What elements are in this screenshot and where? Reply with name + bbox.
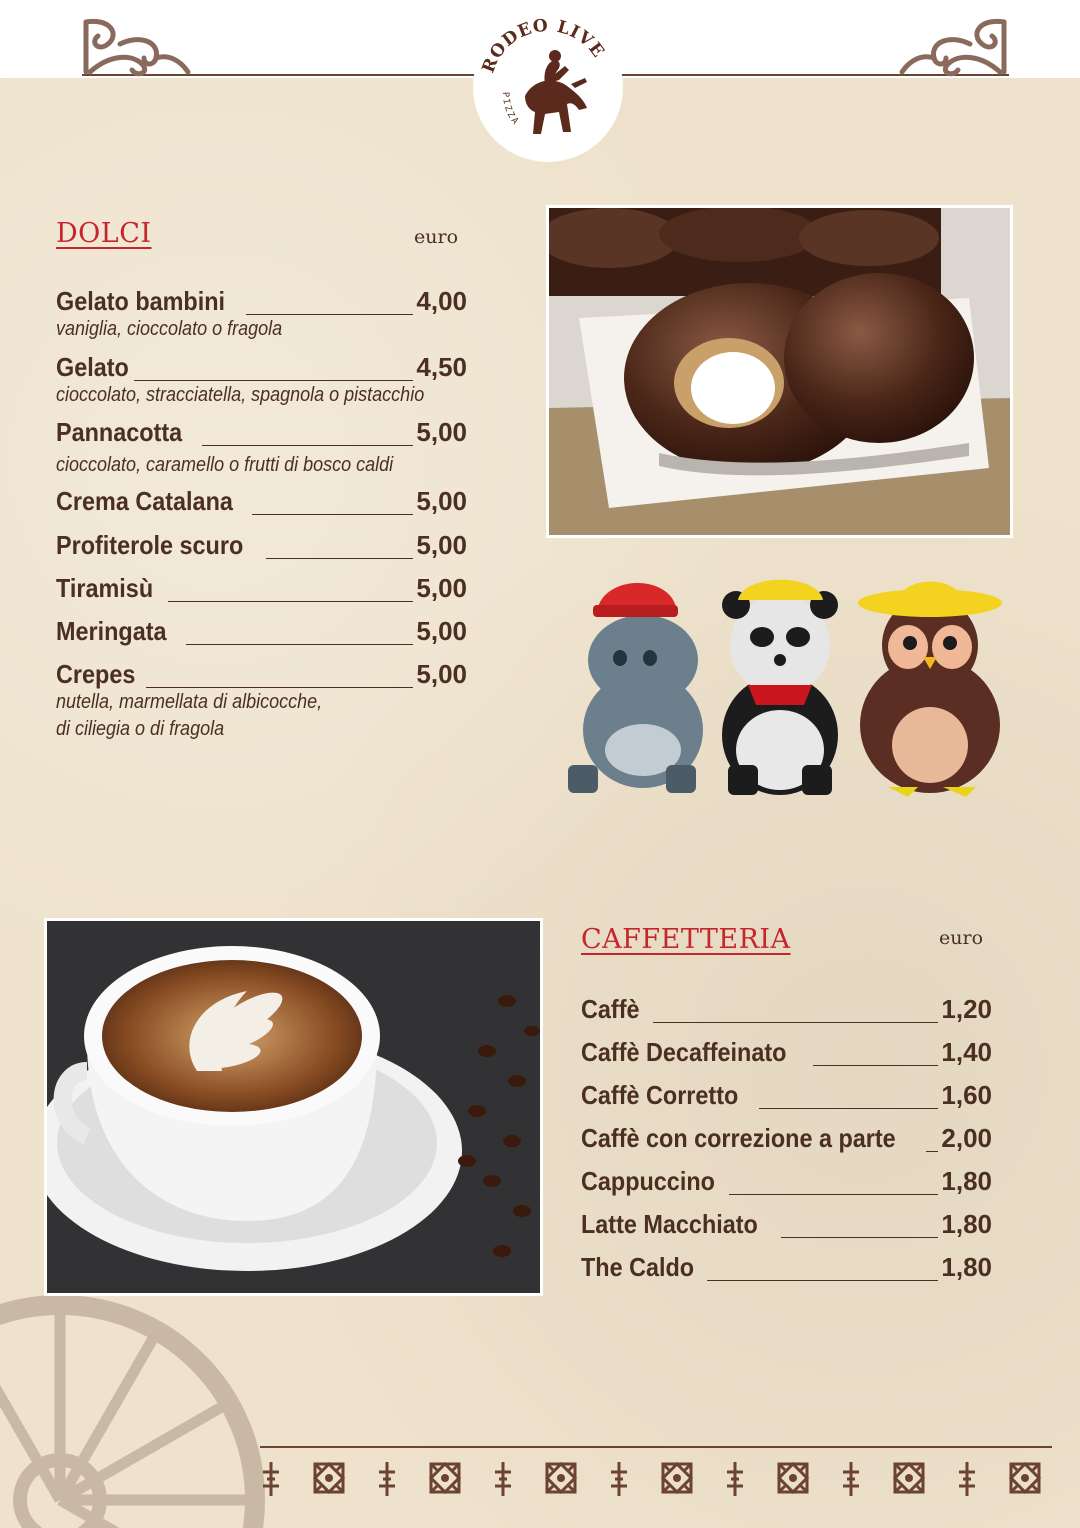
item-price: 5,00 [416, 616, 467, 646]
caffetteria-item [581, 1209, 992, 1241]
dolci-item [56, 616, 467, 648]
item-name: Cappuccino [581, 1166, 715, 1196]
leader-line [134, 380, 413, 381]
leader-line [707, 1280, 938, 1281]
dolci-item [56, 659, 467, 691]
dolci-item [56, 352, 467, 384]
dolci-currency-label: euro [414, 226, 459, 248]
caffetteria-item [581, 994, 992, 1026]
item-name: Caffè Decaffeinato [581, 1037, 787, 1067]
item-name: Tiramisù [56, 573, 154, 603]
bull-rider-icon [475, 14, 621, 160]
dolci-title: DOLCI [56, 218, 152, 249]
item-name: Crema Catalana [56, 486, 233, 516]
caffetteria-item [581, 1080, 992, 1112]
leader-line [759, 1108, 938, 1109]
item-price: 5,00 [416, 417, 467, 447]
dolci-item [56, 286, 467, 318]
caffetteria-item [581, 1037, 992, 1069]
leader-line [813, 1065, 938, 1066]
item-description: di ciliegia o di fragola [56, 718, 225, 740]
item-price: 1,40 [941, 1037, 992, 1067]
item-price: 5,00 [416, 530, 467, 560]
cappuccino-photo [44, 918, 543, 1296]
flourish-right-ornament [898, 14, 1010, 78]
leader-line [729, 1194, 938, 1195]
item-name: Gelato bambini [56, 286, 226, 316]
dolci-item [56, 486, 467, 518]
footer-ornament-row [255, 1456, 1055, 1502]
dolci-item [56, 573, 467, 605]
caffetteria-item [581, 1123, 992, 1155]
item-price: 5,00 [416, 659, 467, 689]
footer-line [260, 1446, 1052, 1448]
panda-toy-icon [722, 580, 838, 795]
leader-line [202, 445, 413, 446]
leader-line [653, 1022, 938, 1023]
item-name: The Caldo [581, 1252, 695, 1282]
item-name: Gelato [56, 352, 129, 382]
item-description: cioccolato, stracciatella, spagnola o pistacchio [56, 384, 425, 406]
caffetteria-currency-label: euro [939, 927, 984, 949]
item-price: 5,00 [416, 486, 467, 516]
item-name: Caffè [581, 994, 640, 1024]
leader-line [186, 644, 413, 645]
caffetteria-title: CAFFETTERIA [581, 924, 791, 955]
toy-figures-photo [548, 565, 1008, 805]
item-price: 1,20 [941, 994, 992, 1024]
leader-line [246, 314, 413, 315]
item-name: Caffè Corretto [581, 1080, 739, 1110]
item-name: Pannacotta [56, 417, 183, 447]
item-price: 4,50 [416, 352, 467, 382]
profiterole-photo [546, 205, 1013, 538]
item-description: cioccolato, caramello o frutti di bosco caldi [56, 454, 394, 476]
item-name: Caffè con correzione a parte [581, 1123, 896, 1153]
svg-text:PIZZA: PIZZA [499, 91, 522, 128]
flourish-left-ornament [80, 14, 192, 78]
item-price: 2,00 [941, 1123, 992, 1153]
item-name: Crepes [56, 659, 136, 689]
item-name: Profiterole scuro [56, 530, 244, 560]
item-price: 1,80 [941, 1252, 992, 1282]
leader-line [266, 558, 413, 559]
rodeo-live-logo [475, 14, 621, 160]
item-price: 1,80 [941, 1209, 992, 1239]
leader-line [252, 514, 413, 515]
hippo-toy-icon [568, 583, 703, 793]
leader-line [168, 601, 413, 602]
item-name: Meringata [56, 616, 167, 646]
item-price: 1,80 [941, 1166, 992, 1196]
item-price: 4,00 [416, 286, 467, 316]
item-description: vaniglia, cioccolato o fragola [56, 318, 283, 340]
leader-line [146, 687, 413, 688]
item-price: 1,60 [941, 1080, 992, 1110]
caffetteria-item [581, 1252, 992, 1284]
svg-text:RODEO LIVE: RODEO LIVE [478, 15, 609, 76]
item-description: nutella, marmellata di albicocche, [56, 691, 323, 713]
leader-line [781, 1237, 938, 1238]
item-name: Latte Macchiato [581, 1209, 758, 1239]
leader-line [926, 1151, 938, 1152]
owl-toy-icon [858, 582, 1002, 798]
dolci-item [56, 417, 467, 449]
caffetteria-item [581, 1166, 992, 1198]
item-price: 5,00 [416, 573, 467, 603]
dolci-item [56, 530, 467, 562]
